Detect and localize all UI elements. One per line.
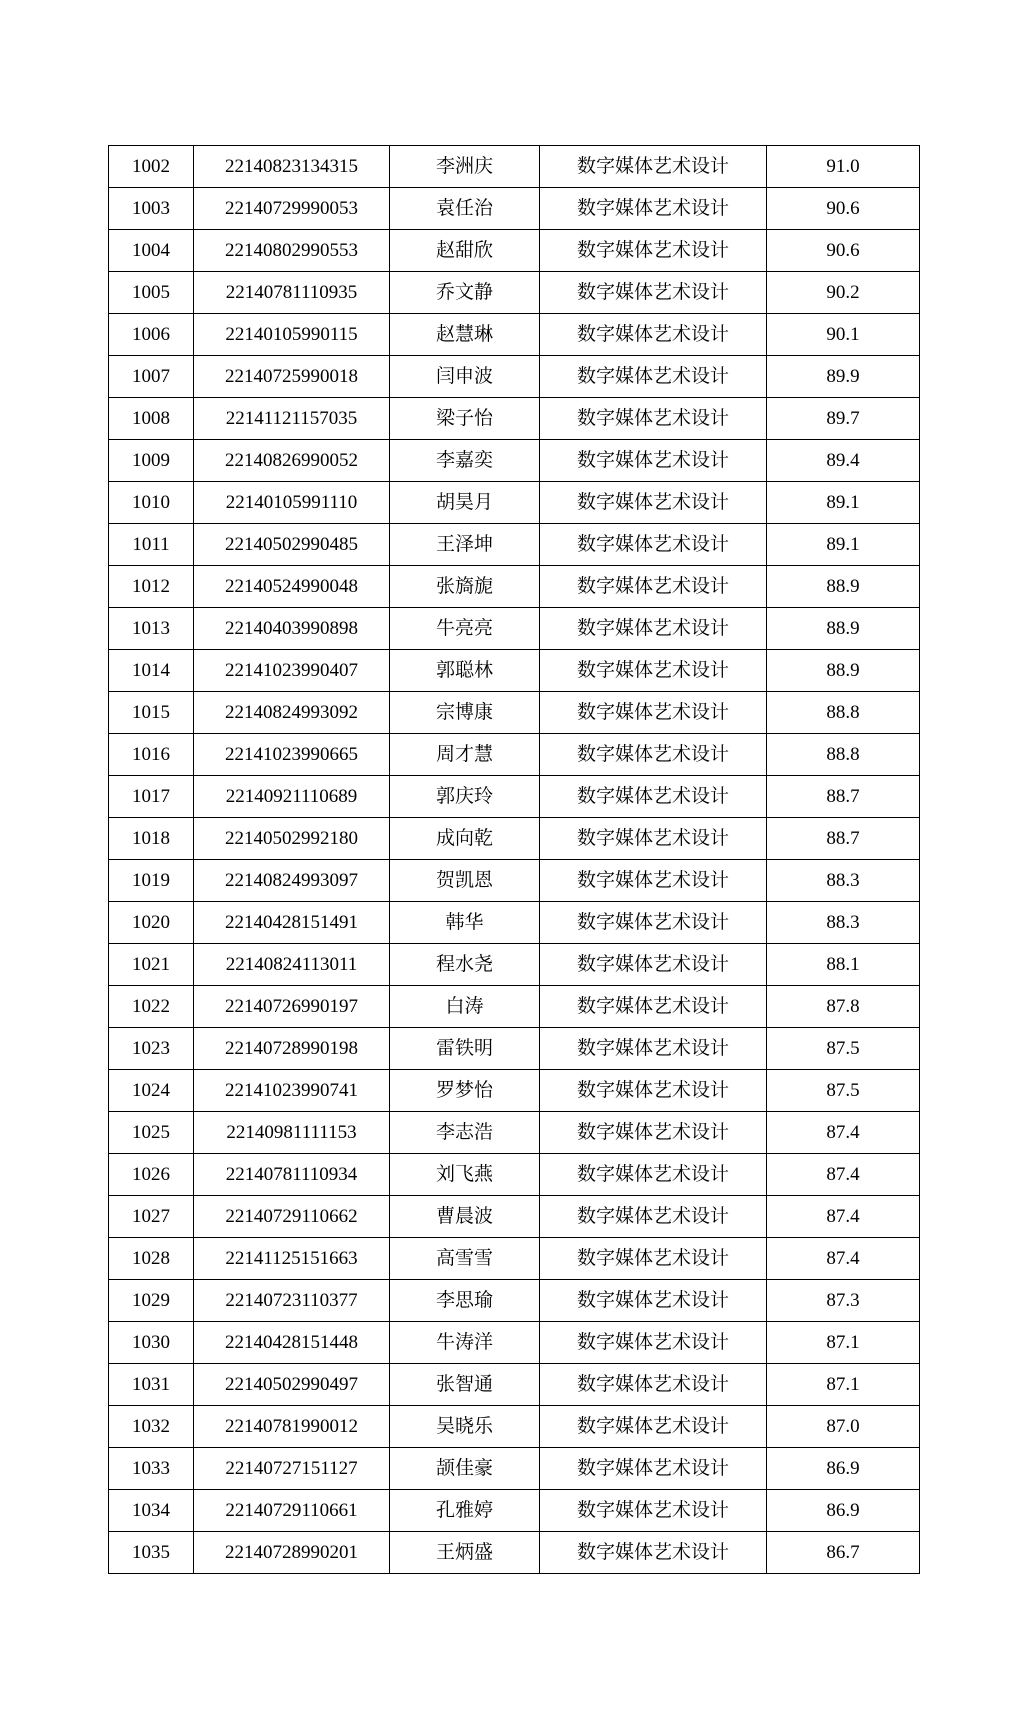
table-row (109, 1112, 920, 1154)
candidate-id-cell: 22141023990407 (194, 650, 390, 692)
candidate-id-cell: 22141125151663 (194, 1238, 390, 1280)
name-cell: 胡昊月 (390, 482, 540, 524)
score-cell: 88.3 (767, 860, 920, 902)
rank-cell: 1005 (109, 272, 194, 314)
rank-cell: 1012 (109, 566, 194, 608)
table-row (109, 1070, 920, 1112)
rank-cell: 1016 (109, 734, 194, 776)
candidate-id-cell: 22140428151491 (194, 902, 390, 944)
major-cell: 数字媒体艺术设计 (540, 1238, 767, 1280)
rank-cell: 1018 (109, 818, 194, 860)
candidate-id-cell: 22140781990012 (194, 1406, 390, 1448)
score-cell: 88.3 (767, 902, 920, 944)
rank-cell: 1029 (109, 1280, 194, 1322)
rank-cell: 1032 (109, 1406, 194, 1448)
score-cell: 88.9 (767, 608, 920, 650)
score-cell: 89.4 (767, 440, 920, 482)
major-cell: 数字媒体艺术设计 (540, 650, 767, 692)
rank-cell: 1010 (109, 482, 194, 524)
name-cell: 颉佳豪 (390, 1448, 540, 1490)
candidate-id-cell: 22140729110661 (194, 1490, 390, 1532)
major-cell: 数字媒体艺术设计 (540, 818, 767, 860)
major-cell: 数字媒体艺术设计 (540, 1070, 767, 1112)
name-cell: 高雪雪 (390, 1238, 540, 1280)
candidate-id-cell: 22140826990052 (194, 440, 390, 482)
table-row (109, 1154, 920, 1196)
rank-cell: 1003 (109, 188, 194, 230)
rank-cell: 1033 (109, 1448, 194, 1490)
rank-cell: 1015 (109, 692, 194, 734)
table-row (109, 1490, 920, 1532)
candidate-id-cell: 22141023990741 (194, 1070, 390, 1112)
major-cell: 数字媒体艺术设计 (540, 1112, 767, 1154)
candidate-id-cell: 22140728990198 (194, 1028, 390, 1070)
table-row (109, 860, 920, 902)
major-cell: 数字媒体艺术设计 (540, 608, 767, 650)
name-cell: 梁子怡 (390, 398, 540, 440)
rank-cell: 1006 (109, 314, 194, 356)
table-row (109, 524, 920, 566)
score-cell: 87.4 (767, 1196, 920, 1238)
major-cell: 数字媒体艺术设计 (540, 1364, 767, 1406)
name-cell: 赵甜欣 (390, 230, 540, 272)
table-row (109, 230, 920, 272)
name-cell: 王炳盛 (390, 1532, 540, 1574)
rank-cell: 1007 (109, 356, 194, 398)
name-cell: 孔雅婷 (390, 1490, 540, 1532)
candidate-id-cell: 22140824993092 (194, 692, 390, 734)
score-table (108, 145, 920, 1574)
rank-cell: 1009 (109, 440, 194, 482)
name-cell: 牛亮亮 (390, 608, 540, 650)
candidate-id-cell: 22140727151127 (194, 1448, 390, 1490)
rank-cell: 1023 (109, 1028, 194, 1070)
score-cell: 86.7 (767, 1532, 920, 1574)
major-cell: 数字媒体艺术设计 (540, 230, 767, 272)
major-cell: 数字媒体艺术设计 (540, 986, 767, 1028)
candidate-id-cell: 22140981111153 (194, 1112, 390, 1154)
name-cell: 张旖旎 (390, 566, 540, 608)
name-cell: 郭聪林 (390, 650, 540, 692)
score-cell: 87.3 (767, 1280, 920, 1322)
score-cell: 88.7 (767, 818, 920, 860)
rank-cell: 1020 (109, 902, 194, 944)
table-row (109, 482, 920, 524)
rank-cell: 1022 (109, 986, 194, 1028)
table-row (109, 692, 920, 734)
rank-cell: 1008 (109, 398, 194, 440)
table-row (109, 1364, 920, 1406)
major-cell: 数字媒体艺术设计 (540, 1028, 767, 1070)
score-cell: 87.1 (767, 1322, 920, 1364)
table-row (109, 1406, 920, 1448)
major-cell: 数字媒体艺术设计 (540, 314, 767, 356)
name-cell: 李思瑜 (390, 1280, 540, 1322)
score-cell: 89.1 (767, 524, 920, 566)
rank-cell: 1028 (109, 1238, 194, 1280)
candidate-id-cell: 22140921110689 (194, 776, 390, 818)
table-row (109, 1196, 920, 1238)
candidate-id-cell: 22140403990898 (194, 608, 390, 650)
score-cell: 90.1 (767, 314, 920, 356)
candidate-id-cell: 22140105991110 (194, 482, 390, 524)
score-cell: 88.8 (767, 692, 920, 734)
score-cell: 87.4 (767, 1238, 920, 1280)
major-cell: 数字媒体艺术设计 (540, 776, 767, 818)
candidate-id-cell: 22141121157035 (194, 398, 390, 440)
rank-cell: 1024 (109, 1070, 194, 1112)
major-cell: 数字媒体艺术设计 (540, 566, 767, 608)
candidate-id-cell: 22140729990053 (194, 188, 390, 230)
rank-cell: 1013 (109, 608, 194, 650)
rank-cell: 1034 (109, 1490, 194, 1532)
name-cell: 雷铁明 (390, 1028, 540, 1070)
score-cell: 88.8 (767, 734, 920, 776)
candidate-id-cell: 22140502992180 (194, 818, 390, 860)
major-cell: 数字媒体艺术设计 (540, 1196, 767, 1238)
candidate-id-cell: 22140725990018 (194, 356, 390, 398)
rank-cell: 1004 (109, 230, 194, 272)
candidate-id-cell: 22140428151448 (194, 1322, 390, 1364)
table-row (109, 356, 920, 398)
name-cell: 成向乾 (390, 818, 540, 860)
major-cell: 数字媒体艺术设计 (540, 902, 767, 944)
name-cell: 周才慧 (390, 734, 540, 776)
rank-cell: 1017 (109, 776, 194, 818)
candidate-id-cell: 22140502990497 (194, 1364, 390, 1406)
major-cell: 数字媒体艺术设计 (540, 356, 767, 398)
table-row (109, 608, 920, 650)
candidate-id-cell: 22140105990115 (194, 314, 390, 356)
candidate-id-cell: 22140723110377 (194, 1280, 390, 1322)
candidate-id-cell: 22141023990665 (194, 734, 390, 776)
major-cell: 数字媒体艺术设计 (540, 734, 767, 776)
major-cell: 数字媒体艺术设计 (540, 1322, 767, 1364)
candidate-id-cell: 22140823134315 (194, 146, 390, 188)
score-cell: 88.9 (767, 566, 920, 608)
candidate-id-cell: 22140781110935 (194, 272, 390, 314)
rank-cell: 1030 (109, 1322, 194, 1364)
major-cell: 数字媒体艺术设计 (540, 188, 767, 230)
rank-cell: 1014 (109, 650, 194, 692)
score-cell: 90.6 (767, 188, 920, 230)
rank-cell: 1035 (109, 1532, 194, 1574)
table-row (109, 188, 920, 230)
name-cell: 罗梦怡 (390, 1070, 540, 1112)
name-cell: 李洲庆 (390, 146, 540, 188)
name-cell: 曹晨波 (390, 1196, 540, 1238)
score-cell: 89.7 (767, 398, 920, 440)
name-cell: 赵慧琳 (390, 314, 540, 356)
table-row (109, 440, 920, 482)
name-cell: 李志浩 (390, 1112, 540, 1154)
name-cell: 程水尧 (390, 944, 540, 986)
rank-cell: 1025 (109, 1112, 194, 1154)
table-row (109, 146, 920, 188)
candidate-id-cell: 22140729110662 (194, 1196, 390, 1238)
name-cell: 闫申波 (390, 356, 540, 398)
rank-cell: 1031 (109, 1364, 194, 1406)
name-cell: 白涛 (390, 986, 540, 1028)
table-row (109, 314, 920, 356)
table-row (109, 398, 920, 440)
candidate-id-cell: 22140728990201 (194, 1532, 390, 1574)
name-cell: 吴晓乐 (390, 1406, 540, 1448)
name-cell: 贺凯恩 (390, 860, 540, 902)
table-row (109, 1532, 920, 1574)
major-cell: 数字媒体艺术设计 (540, 1154, 767, 1196)
candidate-id-cell: 22140502990485 (194, 524, 390, 566)
score-cell: 89.1 (767, 482, 920, 524)
major-cell: 数字媒体艺术设计 (540, 272, 767, 314)
score-cell: 86.9 (767, 1490, 920, 1532)
table-row (109, 734, 920, 776)
rank-cell: 1019 (109, 860, 194, 902)
score-cell: 86.9 (767, 1448, 920, 1490)
rank-cell: 1026 (109, 1154, 194, 1196)
score-cell: 87.8 (767, 986, 920, 1028)
name-cell: 张智通 (390, 1364, 540, 1406)
table-row (109, 566, 920, 608)
score-cell: 90.2 (767, 272, 920, 314)
score-cell: 88.1 (767, 944, 920, 986)
score-cell: 87.4 (767, 1112, 920, 1154)
table-row (109, 272, 920, 314)
score-cell: 91.0 (767, 146, 920, 188)
table-row (109, 1322, 920, 1364)
major-cell: 数字媒体艺术设计 (540, 1490, 767, 1532)
table-row (109, 902, 920, 944)
score-cell: 88.9 (767, 650, 920, 692)
score-cell: 87.0 (767, 1406, 920, 1448)
major-cell: 数字媒体艺术设计 (540, 398, 767, 440)
table-row (109, 1280, 920, 1322)
candidate-id-cell: 22140824113011 (194, 944, 390, 986)
rank-cell: 1027 (109, 1196, 194, 1238)
name-cell: 牛涛洋 (390, 1322, 540, 1364)
rank-cell: 1002 (109, 146, 194, 188)
rank-cell: 1021 (109, 944, 194, 986)
score-cell: 89.9 (767, 356, 920, 398)
candidate-id-cell: 22140726990197 (194, 986, 390, 1028)
major-cell: 数字媒体艺术设计 (540, 944, 767, 986)
major-cell: 数字媒体艺术设计 (540, 1532, 767, 1574)
name-cell: 李嘉奕 (390, 440, 540, 482)
major-cell: 数字媒体艺术设计 (540, 146, 767, 188)
score-table-body (109, 146, 920, 1574)
rank-cell: 1011 (109, 524, 194, 566)
score-cell: 87.1 (767, 1364, 920, 1406)
major-cell: 数字媒体艺术设计 (540, 1280, 767, 1322)
table-row (109, 1448, 920, 1490)
name-cell: 宗博康 (390, 692, 540, 734)
major-cell: 数字媒体艺术设计 (540, 860, 767, 902)
name-cell: 郭庆玲 (390, 776, 540, 818)
table-row (109, 776, 920, 818)
name-cell: 刘飞燕 (390, 1154, 540, 1196)
name-cell: 王泽坤 (390, 524, 540, 566)
name-cell: 袁任治 (390, 188, 540, 230)
name-cell: 乔文静 (390, 272, 540, 314)
name-cell: 韩华 (390, 902, 540, 944)
major-cell: 数字媒体艺术设计 (540, 1448, 767, 1490)
score-cell: 87.5 (767, 1028, 920, 1070)
table-row (109, 650, 920, 692)
major-cell: 数字媒体艺术设计 (540, 692, 767, 734)
score-cell: 87.5 (767, 1070, 920, 1112)
table-row (109, 1238, 920, 1280)
score-cell: 90.6 (767, 230, 920, 272)
candidate-id-cell: 22140802990553 (194, 230, 390, 272)
major-cell: 数字媒体艺术设计 (540, 482, 767, 524)
table-row (109, 818, 920, 860)
table-row (109, 1028, 920, 1070)
candidate-id-cell: 22140824993097 (194, 860, 390, 902)
major-cell: 数字媒体艺术设计 (540, 1406, 767, 1448)
table-row (109, 986, 920, 1028)
candidate-id-cell: 22140524990048 (194, 566, 390, 608)
table-row (109, 944, 920, 986)
major-cell: 数字媒体艺术设计 (540, 440, 767, 482)
score-cell: 87.4 (767, 1154, 920, 1196)
score-cell: 88.7 (767, 776, 920, 818)
major-cell: 数字媒体艺术设计 (540, 524, 767, 566)
candidate-id-cell: 22140781110934 (194, 1154, 390, 1196)
